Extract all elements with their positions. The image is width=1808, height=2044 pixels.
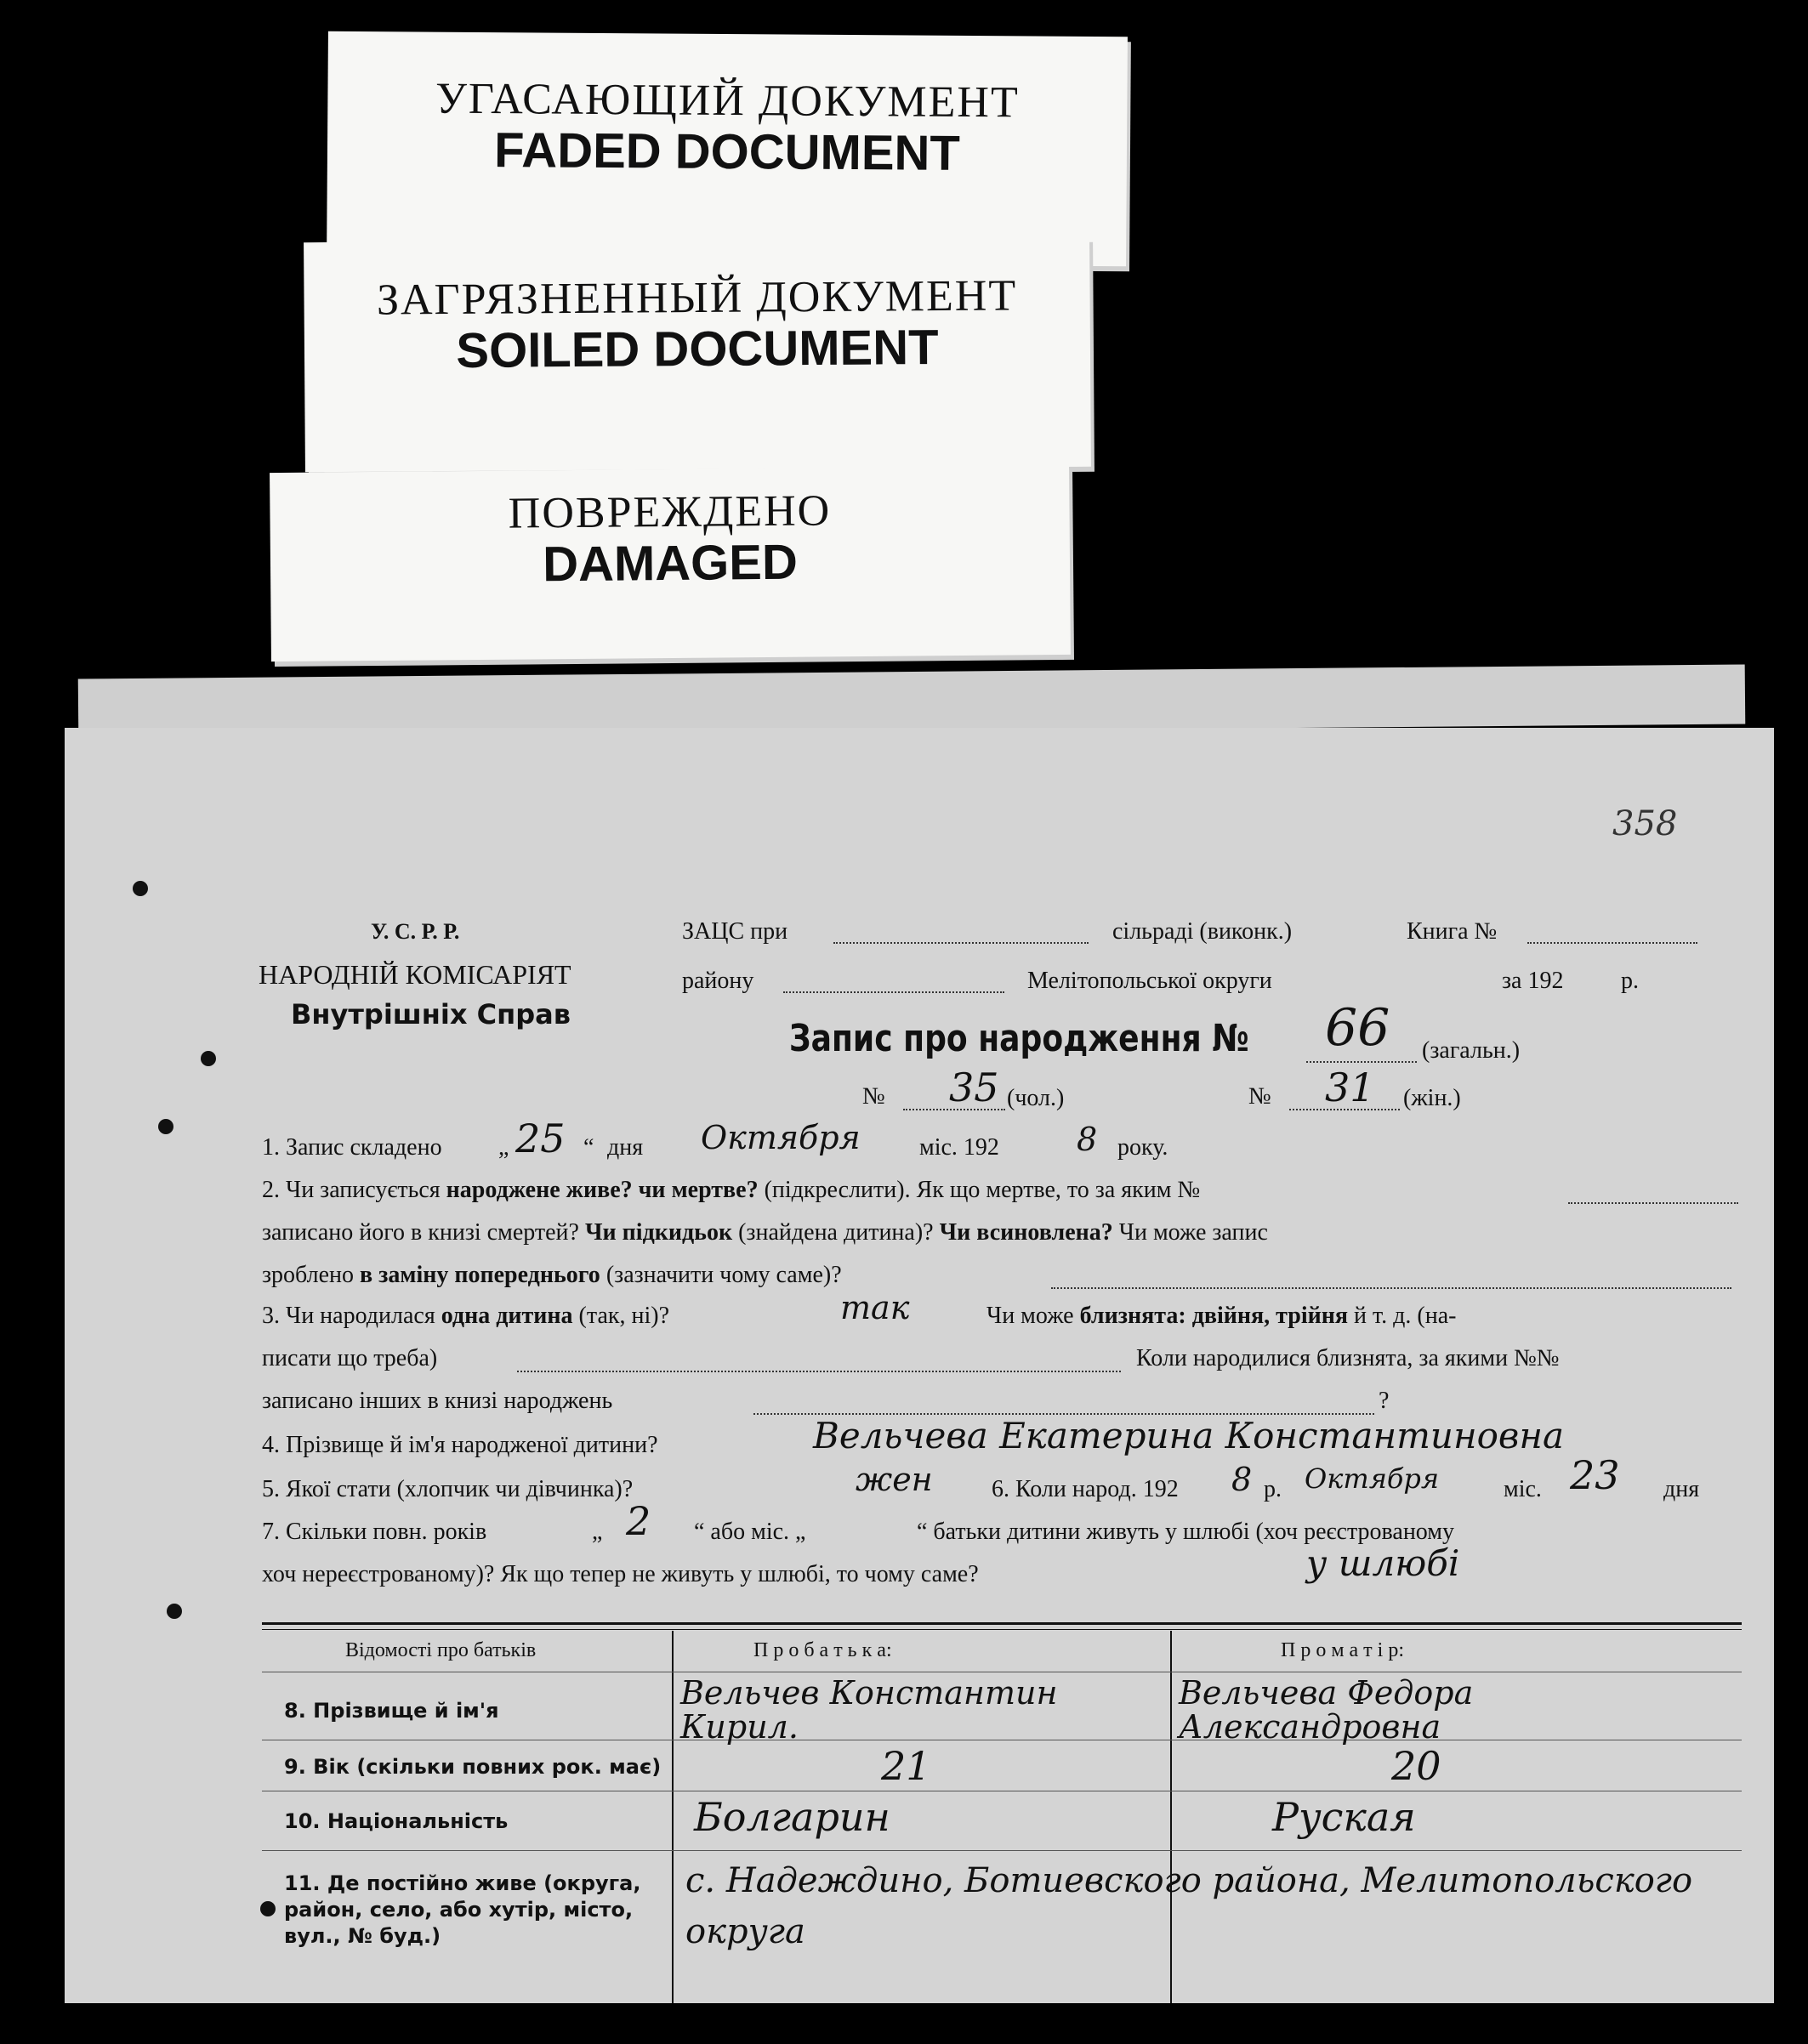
row-nationality-label: 10. Національність: [284, 1809, 509, 1833]
q1-open-quote: „: [498, 1134, 509, 1161]
male-number-prefix: №: [862, 1083, 885, 1110]
father-age: 21: [881, 1743, 931, 1789]
soiled-label-en: SOILED DOCUMENT: [456, 320, 939, 379]
district-field[interactable]: [783, 991, 1004, 993]
q1-close-quote: “: [583, 1134, 594, 1161]
q6-label: 6. Коли народ. 192: [992, 1476, 1179, 1502]
book-field[interactable]: [1527, 942, 1697, 944]
q3-line2a: писати що треба): [262, 1345, 438, 1371]
damaged-label-en: DAMAGED: [542, 534, 799, 593]
q1-day: 25: [515, 1116, 566, 1161]
female-label: (жін.): [1403, 1085, 1461, 1111]
mother-nationality: Руская: [1272, 1794, 1416, 1840]
q2-death-number-field[interactable]: [1568, 1202, 1738, 1204]
row-residence-label: 11. Де постійно живе (округа, район, село, або хутір, місто, вул., № буд.): [284, 1871, 641, 1949]
table-col-label: Відомості про батьків: [345, 1639, 537, 1661]
q7-open-quote: „: [592, 1519, 603, 1545]
damaged-label-ru: ПОВРЕЖДЕНО: [508, 486, 832, 538]
q2-replacement: в заміну попереднього: [360, 1262, 600, 1288]
table-top-rule: [262, 1622, 1742, 1625]
q1-prefix: 1. Запис складено: [262, 1134, 442, 1161]
row-age-label: 9. Вік (скільки повних рок. має): [284, 1755, 662, 1779]
general-number-line: [1306, 1061, 1417, 1063]
q6-r: р.: [1264, 1476, 1282, 1502]
q2-reason-field[interactable]: [1051, 1287, 1731, 1289]
male-number: 35: [949, 1065, 999, 1110]
q3-answer: так: [840, 1289, 910, 1326]
damage-hole: [133, 881, 148, 896]
q2-foundling: Чи підкидьок: [584, 1219, 733, 1246]
soiled-document-sticker: [304, 237, 1091, 472]
form-title: Запис про народження №: [789, 1017, 1249, 1060]
archive-number: 358: [1612, 804, 1678, 843]
q6-day: 23: [1570, 1452, 1620, 1498]
female-number: 31: [1325, 1065, 1375, 1110]
male-label: (чол.): [1007, 1085, 1065, 1111]
q2-text: Чи може запис: [1118, 1219, 1268, 1246]
soiled-label-ru: ЗАГРЯЗНЕННЫЙ ДОКУМЕНТ: [376, 271, 1018, 325]
table-col-mother: П р о м а т і р:: [1281, 1639, 1404, 1661]
q2-text: (підкреслити). Як що мертве, то за яким №: [764, 1177, 1201, 1203]
female-number-prefix: №: [1248, 1083, 1271, 1110]
q3-text: й т. д. (на-: [1354, 1303, 1457, 1329]
q4-label: 4. Прізвище й ім'я народженої дитини?: [262, 1432, 658, 1458]
q1-day-label: дня: [607, 1134, 644, 1161]
q5-label: 5. Якої стати (хлопчик чи дівчинка)?: [262, 1476, 634, 1502]
q2-text: (знайдена дитина)?: [738, 1219, 934, 1246]
male-number-line: [903, 1109, 1005, 1110]
q7-answer: у шлюбі: [1306, 1542, 1460, 1584]
q3-twins-field[interactable]: [517, 1371, 1121, 1372]
q2-text: (зазначити чому саме)?: [606, 1262, 842, 1288]
q3-text: 3. Чи народилася: [262, 1303, 435, 1329]
q5-sex: жен: [856, 1461, 933, 1498]
q7-years: 2: [626, 1498, 651, 1544]
table-row-rule: [262, 1850, 1742, 1851]
faded-label-ru: УГАСАЮЩИЙ ДОКУМЕНТ: [435, 74, 1020, 128]
q6-month: Октября: [1305, 1462, 1440, 1495]
father-nationality: Болгарин: [694, 1794, 890, 1840]
q2-line2: [262, 1219, 1268, 1246]
row-name-label: 8. Прізвище й ім'я: [284, 1699, 499, 1723]
q1-month: Октября: [701, 1119, 861, 1156]
q7-line2: хоч нереєстрованому)? Як що тепер не живуть у шлюбі, то чому саме?: [262, 1561, 979, 1587]
q1-year-label: року.: [1117, 1134, 1168, 1161]
okruha-label: Мелітопольської округи: [1027, 968, 1272, 994]
damage-hole: [158, 1119, 173, 1134]
department-title: Внутрішніх Справ: [291, 998, 571, 1031]
q4-child-name: Вельчева Екатерина Константиновна: [813, 1415, 1565, 1456]
zags-suffix: сільраді (виконк.): [1112, 918, 1293, 945]
table-col-divider: [672, 1631, 674, 2003]
zags-field[interactable]: [833, 942, 1089, 944]
q3-line3a: записано інших в книзі народжень: [262, 1388, 613, 1414]
faded-document-sticker: [327, 31, 1128, 267]
q3-line3b: ?: [1379, 1388, 1390, 1414]
q2-live-or-dead: народжене живе? чи мертве?: [446, 1177, 759, 1203]
q2-adopted: Чи всиновлена?: [939, 1219, 1113, 1246]
faded-label-en: FADED DOCUMENT: [493, 122, 961, 182]
q2-text: 2. Чи записується: [262, 1177, 441, 1203]
damage-hole: [201, 1051, 216, 1066]
q3-twins: близнята: двійня, трійня: [1079, 1303, 1349, 1329]
q7-rest: “ батьки дитини живуть у шлюбі (хоч реєстрованому: [917, 1519, 1454, 1545]
zags-prefix: ЗАЦС при: [682, 918, 788, 945]
q3-text: Чи може: [986, 1303, 1074, 1329]
q3-line2b: Коли народилися близнята, за якими №№: [1136, 1345, 1560, 1371]
female-number-line: [1289, 1109, 1400, 1110]
q3-one-child: одна дитина: [441, 1303, 573, 1329]
book-label: Книга №: [1407, 918, 1498, 945]
general-label: (загальн.): [1422, 1037, 1521, 1064]
q3-line1b: [986, 1303, 1456, 1330]
mother-name: Вельчева Федора Александровна: [1179, 1674, 1474, 1746]
q6-year-digit: 8: [1231, 1461, 1253, 1498]
father-residence: с. Надеждино, Ботиевского района, Мелитопольского округа: [685, 1861, 1693, 1951]
commissariat-title: НАРОДНІЙ КОМІСАРІЯТ: [259, 959, 571, 990]
q3-line1a: [262, 1303, 669, 1330]
mother-age: 20: [1391, 1743, 1441, 1789]
year-suffix: р.: [1621, 968, 1639, 994]
republic-abbr: У. С. Р. Р.: [371, 919, 460, 944]
q7-mid: “ або міс. „: [694, 1519, 806, 1545]
q3-text: (так, ні)?: [578, 1303, 669, 1329]
damage-hole: [260, 1901, 276, 1916]
q6-mis: міс.: [1504, 1476, 1542, 1502]
q1-month-label: міс. 192: [919, 1134, 999, 1161]
year-label: за 192: [1502, 968, 1564, 994]
general-number: 66: [1325, 998, 1390, 1058]
birth-record-form: [65, 728, 1774, 2003]
q2-text: зроблено: [262, 1262, 354, 1288]
district-label: району: [682, 968, 754, 994]
q2-line1: [262, 1177, 1742, 1204]
q7-label: 7. Скільки повн. років: [262, 1519, 487, 1545]
q1-year-digit: 8: [1077, 1121, 1098, 1158]
table-top-rule-thin: [262, 1629, 1742, 1630]
father-name: Вельчев Константин Кирил.: [680, 1674, 1058, 1746]
damaged-document-sticker: [270, 466, 1071, 661]
table-col-father: П р о б а т ь к а:: [753, 1639, 892, 1661]
q2-line3: [262, 1262, 842, 1289]
damage-hole: [167, 1604, 182, 1619]
q2-text: записано його в книзі смертей?: [262, 1219, 579, 1246]
q6-day-label: дня: [1663, 1476, 1700, 1502]
